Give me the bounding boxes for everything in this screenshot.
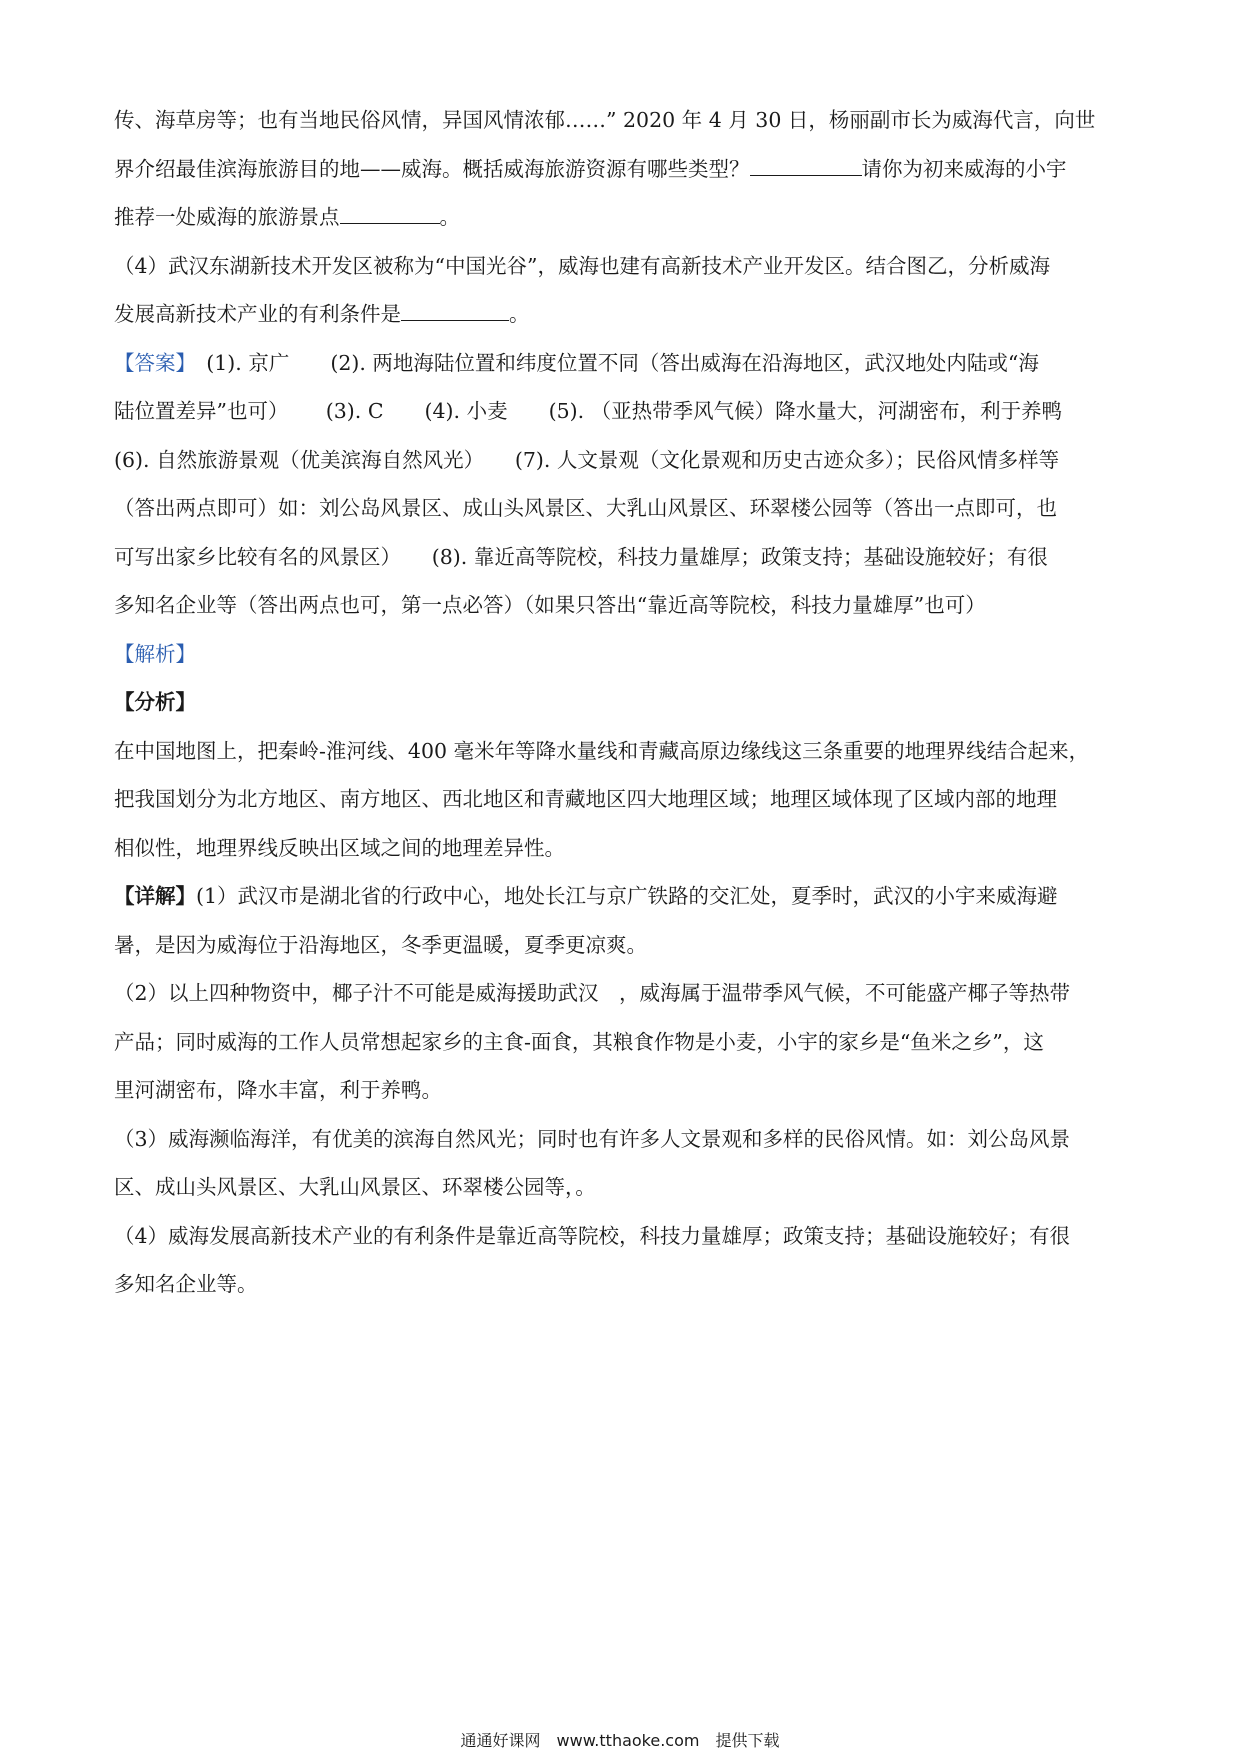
detail-p1-line-2: 暑，是因为威海位于沿海地区，冬季更温暖，夏季更凉爽。	[114, 932, 647, 957]
answer-line-3: (6). 自然旅游景观（优美滨海自然风光） (7). 人文景观（文化景观和历史古迹众多）；民俗风情多样等	[114, 447, 1060, 472]
question-3-line-1: 传、海草房等；也有当地民俗风情，异国风情浓郁……” 2020 年 4 月 30 日，杨丽副市长为威海代言，向世	[114, 108, 1096, 132]
answer-blank	[340, 201, 440, 224]
detail-p4-line-2: 多知名企业等。	[114, 1272, 258, 1296]
answer-line-5: 可写出家乡比较有名的风景区） (8). 靠近高等院校，科技力量雄厚；政策支持；基础设施较好；有很	[114, 544, 1048, 569]
detail-p3-line-1: （3）威海濒临海洋，有优美的滨海自然风光；同时也有许多人文景观和多样的民俗风情。如：刘公岛风景	[114, 1126, 1071, 1151]
detail-p2-line-2: 产品；同时威海的工作人员常想起家乡的主食-面食，其粮食作物是小麦，小宇的家乡是“鱼米之乡”，这	[114, 1029, 1044, 1054]
answer-blank	[750, 153, 862, 176]
analysis-sub-label: 【分析】	[114, 690, 196, 714]
question-3-line-2: 界介绍最佳滨海旅游目的地——威海。概括威海旅游资源有哪些类型？ 请你为初来威海的小宇	[114, 145, 1128, 194]
answer-label: 【答案】	[114, 350, 186, 375]
answer-line-2: 陆位置差异”也可） (3). C (4). 小麦 (5). （亚热带季风气候）降水量大，河湖密布，利于养鸭	[114, 399, 1063, 423]
question-4-line-2: 发展高新技术产业的有利条件是 。	[114, 290, 1128, 339]
detail-p4-line-1: （4）威海发展高新技术产业的有利条件是靠近高等院校，科技力量雄厚；政策支持；基础设施较好；有很	[114, 1223, 1071, 1248]
detail-p3-line-2: 区、成山头风景区、大乳山风景区、环翠楼公园等，。	[114, 1175, 596, 1199]
analysis-line-1: 在中国地图上，把秦岭-淮河线、400 毫米年等降水量线和青藏高原边缘线这三条重要的地理界线结合起来，	[114, 738, 1090, 763]
analysis-line-2: 把我国划分为北方地区、南方地区、西北地区和青藏地区四大地理区域；地理区域体现了区域内部的地理	[114, 787, 1057, 811]
answer-line-4: （答出两点即可）如：刘公岛风景区、成山头风景区、大乳山风景区、环翠楼公园等（答出一点即可，也	[114, 496, 1057, 520]
detail-p2-line-1: （2）以上四种物资中，椰子汁不可能是威海援助武汉 ，威海属于温带季风气候，不可能盛产椰子等热带	[114, 981, 1071, 1005]
analysis-label: 【解析】	[114, 641, 196, 666]
answer-blank	[401, 298, 509, 321]
answer-line-1: 【答案】 (1). 京广 (2). 两地海陆位置和纬度位置不同（答出威海在沿海地区，武汉地处内陆或“海	[114, 350, 1039, 375]
question-4-line-1: （4）武汉东湖新技术开发区被称为“中国光谷”，威海也建有高新技术产业开发区。结合图乙，分析威海	[114, 253, 1051, 278]
document-body	[114, 96, 1128, 1309]
detail-p2-line-3: 里河湖密布，降水丰富，利于养鸭。	[114, 1078, 442, 1102]
page-footer: 通通好课网 www.tthaoke.com 提供下载	[460, 1731, 780, 1750]
detail-p1-line-1: 【详解】(1）武汉市是湖北省的行政中心，地处长江与京广铁路的交汇处，夏季时，武汉的小宇来威海避	[114, 884, 1058, 908]
analysis-heading	[114, 630, 1128, 679]
analysis-subheading	[114, 678, 1128, 727]
answer-line-6: 多知名企业等（答出两点也可，第一点必答）（如果只答出“靠近高等院校，科技力量雄厚”也可）	[114, 593, 986, 617]
detail-label: 【详解】	[114, 884, 196, 908]
analysis-line-3: 相似性，地理界线反映出区域之间的地理差异性。	[114, 835, 565, 860]
question-3-line-3: 推荐一处威海的旅游景点 。	[114, 193, 1128, 242]
